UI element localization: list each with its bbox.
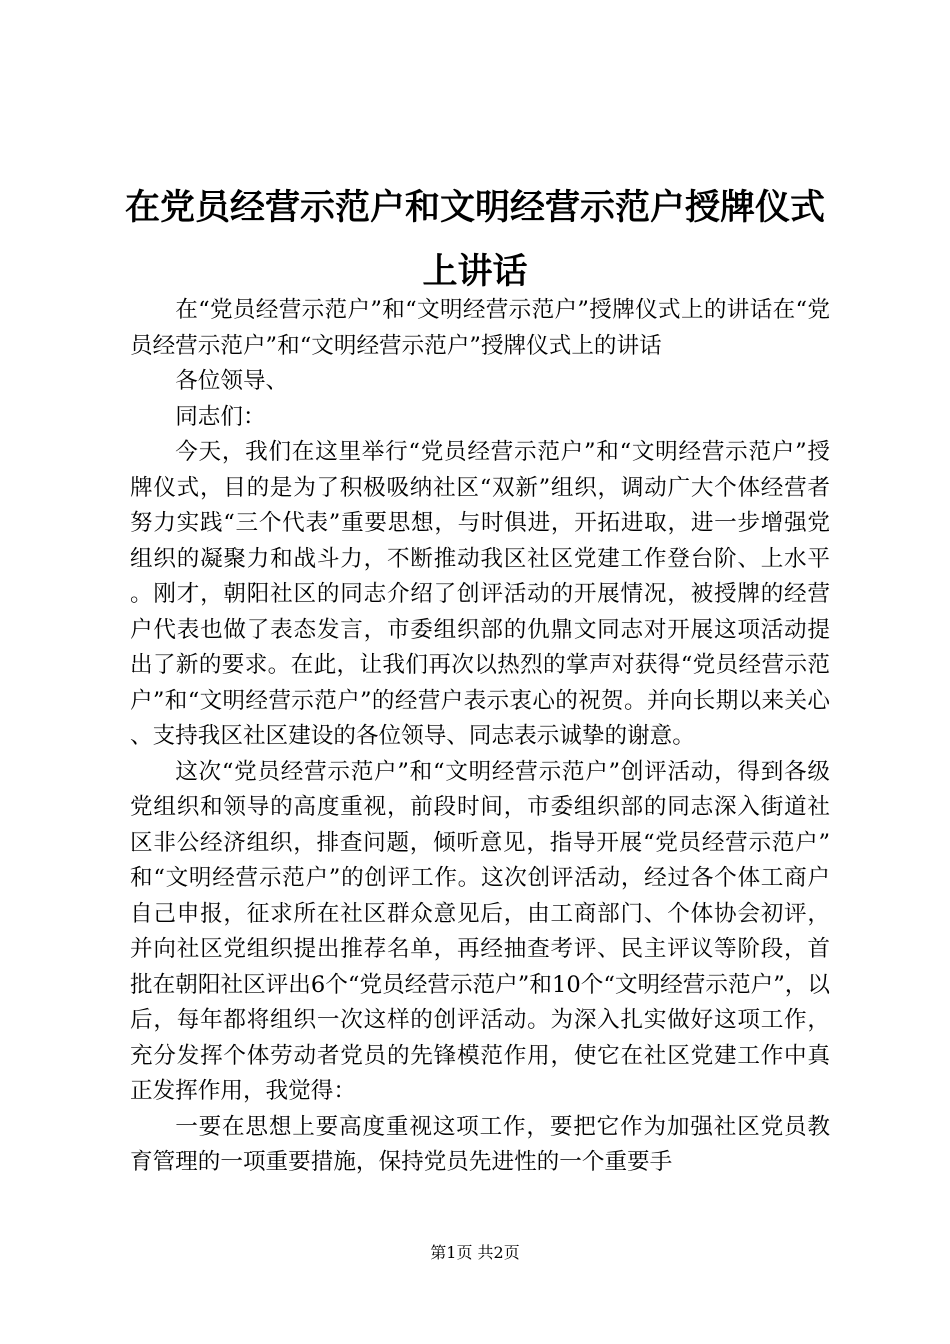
title-line-1: 在党员经营示范户和文明经营示范户授牌仪式	[124, 188, 825, 228]
document-body	[130, 293, 830, 1181]
paragraph-activity: 这次“党员经营示范户”和“文明经营示范户”创评活动，得到各级党组织和领导的高度重视，前段时间，市委组织部的同志深入街道社区非公经济组织，排查问题，倾听意见，指导开展“党员经营示范户”和“文明经营示范户”的创评工作。这次创评活动，经过各个体工商户自己申报，征求所在社区群众意见后，由工商部门、个体协会初评，并向社区党组织提出推荐名单，再经抽查考评、民主评议等阶段，首批在朝阳社区评出6个“党员经营示范户”和10个“文明经营示范户”，以后，每年都将组织一次这样的创评活动。为深入扎实做好这项工作，充分发挥个体劳动者党员的先锋模范作用，使它在社区党建工作中真正发挥作用，我觉得：	[130, 758, 830, 1104]
title-line-2: 上讲话	[422, 252, 528, 292]
document-title	[100, 176, 850, 304]
paragraph-heading: 在“党员经营示范户”和“文明经营示范户”授牌仪式上的讲话在“党员经营示范户”和“文明经营示范户”授牌仪式上的讲话	[130, 297, 830, 359]
paragraph-salutation-1: 各位领导、	[175, 368, 289, 394]
paragraph-salutation-2: 同志们：	[175, 403, 266, 430]
paragraph-first-point: 一要在思想上要高度重视这项工作，要把它作为加强社区党员教育管理的一项重要措施，保持党员先进性的一个重要手	[130, 1113, 830, 1175]
page-footer: 第1页 共2页	[430, 1243, 520, 1262]
paragraph-intro: 今天，我们在这里举行“党员经营示范户”和“文明经营示范户”授牌仪式，目的是为了积极吸纳社区“双新”组织，调动广大个体经营者努力实践“三个代表”重要思想，与时俱进，开拓进取，进一步增强党组织的凝聚力和战斗力，不断推动我区社区党建工作登台阶、上水平。刚才，朝阳社区的同志介绍了创评活动的开展情况，被授牌的经营户代表也做了表态发言，市委组织部的仇鼎文同志对开展这项活动提出了新的要求。在此，让我们再次以热烈的掌声对获得“党员经营示范户”和“文明经营示范户”的经营户表示衷心的祝贺。并向长期以来关心、支持我区社区建设的各位领导、同志表示诚挚的谢意。	[130, 439, 830, 749]
